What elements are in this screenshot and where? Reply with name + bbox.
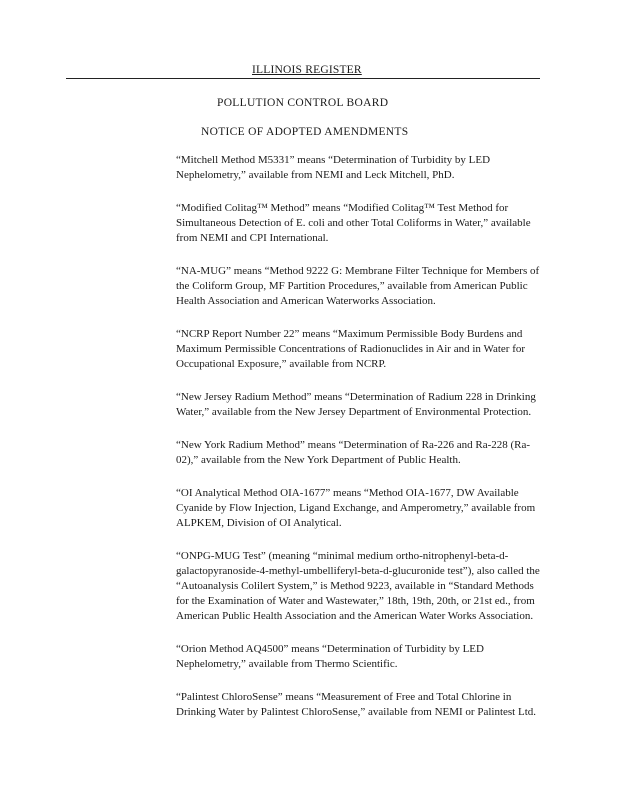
board-title: POLLUTION CONTROL BOARD [217,97,389,109]
header-rule [66,78,540,79]
definition-na-mug: “NA-MUG” means “Method 9222 G: Membrane Filter Technique for Members of the Coliform Group, MF Partition Procedures,” available from American Public Health Association and American Waterworks Association. [176,265,540,307]
register-title: ILLINOIS REGISTER [252,64,362,76]
definition-ncrp-report: “NCRP Report Number 22” means “Maximum Permissible Body Burdens and Maximum Permissible Concentrations of Radionuclides in Air and in Water for Occupational Exposure,” available from NCRP. [176,328,526,370]
definition-orion-method: “Orion Method AQ4500” means “Determination of Turbidity by LED Nephelometry,” available from Thermo Scientific. [176,643,484,670]
definition-new-york-radium: “New York Radium Method” means “Determination of Ra-226 and Ra-228 (Ra-02),” available from the New York Department of Public Health. [176,439,531,466]
definition-oi-analytical: “OI Analytical Method OIA-1677” means “Method OIA-1677, DW Available Cyanide by Flow Injection, Ligand Exchange, and Amperometry,” available from ALPKEM, Division of OI Analytical. [176,487,536,529]
notice-title: NOTICE OF ADOPTED AMENDMENTS [201,126,409,138]
definitions-list [176,153,546,738]
definition-mitchell-method: “Mitchell Method M5331” means “Determination of Turbidity by LED Nephelometry,” available from NEMI and Leck Mitchell, PhD. [176,154,491,181]
definition-palintest: “Palintest ChloroSense” means “Measurement of Free and Total Chlorine in Drinking Water by Palintest ChloroSense,” available from NEMI or Palintest Ltd. [176,691,537,718]
definition-onpg-mug: “ONPG-MUG Test” (meaning “minimal medium ortho-nitrophenyl-beta-d-galactopyranoside-4-methyl-umbelliferyl-beta-d-glucuronide test”), also called the “Autoanalysis Colilert System,” is Method 9223, available in “Standard Methods for the Examination of Water and Wastewater,” 18th, 19th, 20th, or 21st ed., from American Public Health Association and the American Water Works Association. [176,550,540,622]
register-header [66,64,540,80]
definition-modified-colitag: “Modified Colitag™ Method” means “Modified Colitag™ Test Method for Simultaneous Detection of E. coli and other Total Coliforms in Water,” available from NEMI and CPI International. [176,202,531,244]
definition-new-jersey-radium: “New Jersey Radium Method” means “Determination of Radium 228 in Drinking Water,” available from the New Jersey Department of Environmental Protection. [176,391,536,418]
